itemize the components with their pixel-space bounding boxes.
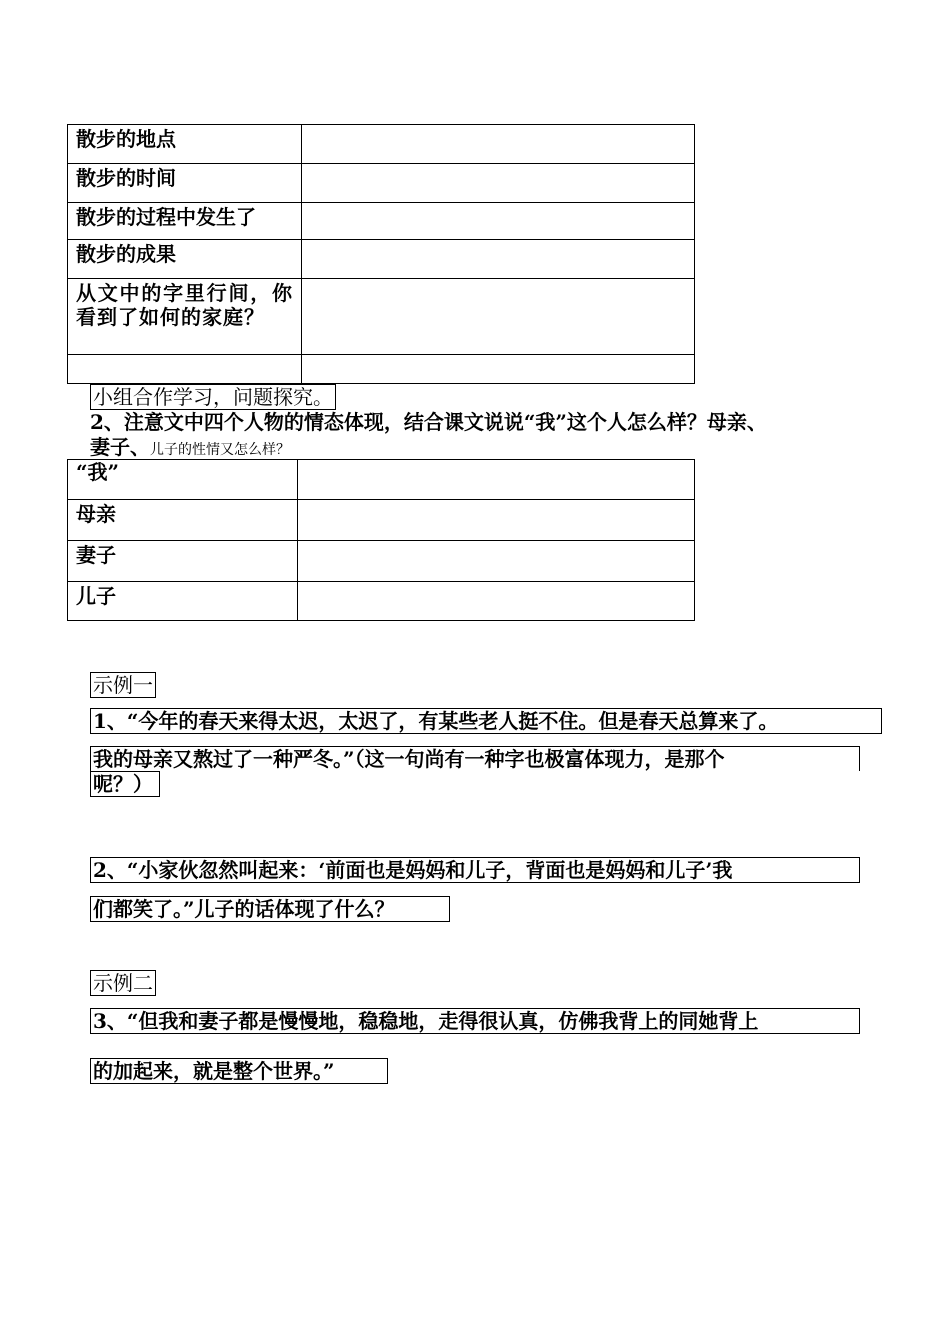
question-2-bold: 妻子、	[90, 435, 150, 459]
answer-cell[interactable]	[302, 203, 695, 240]
row-label: 散步的成果	[68, 240, 302, 279]
table-row	[68, 240, 695, 279]
table-row	[68, 355, 695, 384]
example-1-item1-line1: 1、“今年的春天来得太迟，太迟了，有某些老人挺不住。但是春天总算来了。	[90, 708, 882, 734]
answer-cell[interactable]	[302, 279, 695, 355]
answer-cell[interactable]	[302, 164, 695, 203]
example-1-item2-line2: 们都笑了。”儿子的话体现了什么？	[90, 896, 450, 922]
table-row	[68, 582, 695, 621]
example-2-title: 示例二	[90, 970, 156, 996]
answer-cell[interactable]	[302, 240, 695, 279]
section-heading: 小组合作学习，问题探究。	[90, 384, 336, 410]
example-1-item1-line3: 呢？）	[90, 771, 160, 797]
row-label: 散步的地点	[68, 125, 302, 164]
example-2-item3-line2: 的加起来，就是整个世界。”	[90, 1058, 388, 1084]
row-label: 母亲	[68, 500, 298, 541]
table-row	[68, 125, 695, 164]
example-1-item2-line1: 2、“小家伙忽然叫起来：‘前面也是妈妈和儿子，背面也是妈妈和儿子’我	[90, 857, 860, 883]
table-row	[68, 541, 695, 582]
table-row	[68, 460, 695, 500]
walk-info-table	[67, 124, 695, 384]
row-label: 从文中的字里行间，你看到了如何的家庭？	[68, 279, 302, 355]
row-label	[68, 355, 302, 384]
row-label: 妻子	[68, 541, 298, 582]
table-row	[68, 164, 695, 203]
row-label: “我”	[68, 460, 298, 500]
row-label: 散步的时间	[68, 164, 302, 203]
example-2-item3-line1: 3、“但我和妻子都是慢慢地，稳稳地，走得很认真，仿佛我背上的同她背上	[90, 1008, 860, 1034]
example-1-item1-line2: 我的母亲又熬过了一种严冬。”（这一句尚有一种字也极富体现力，是那个	[90, 746, 860, 772]
row-label: 散步的过程中发生了	[68, 203, 302, 240]
table-row	[68, 500, 695, 541]
answer-cell[interactable]	[298, 500, 695, 541]
answer-cell[interactable]	[298, 541, 695, 582]
row-label: 儿子	[68, 582, 298, 621]
answer-cell[interactable]	[302, 125, 695, 164]
answer-cell[interactable]	[298, 582, 695, 621]
character-table	[67, 459, 695, 621]
table-row	[68, 203, 695, 240]
question-2-line1: 2、注意文中四个人物的情态体现，结合课文说说“我”这个人怎么样？母亲、	[90, 410, 767, 434]
question-2-small: 儿子的性情又怎么样？	[150, 442, 290, 458]
answer-cell[interactable]	[302, 355, 695, 384]
example-1-title: 示例一	[90, 672, 156, 698]
table-row	[68, 279, 695, 355]
answer-cell[interactable]	[298, 460, 695, 500]
